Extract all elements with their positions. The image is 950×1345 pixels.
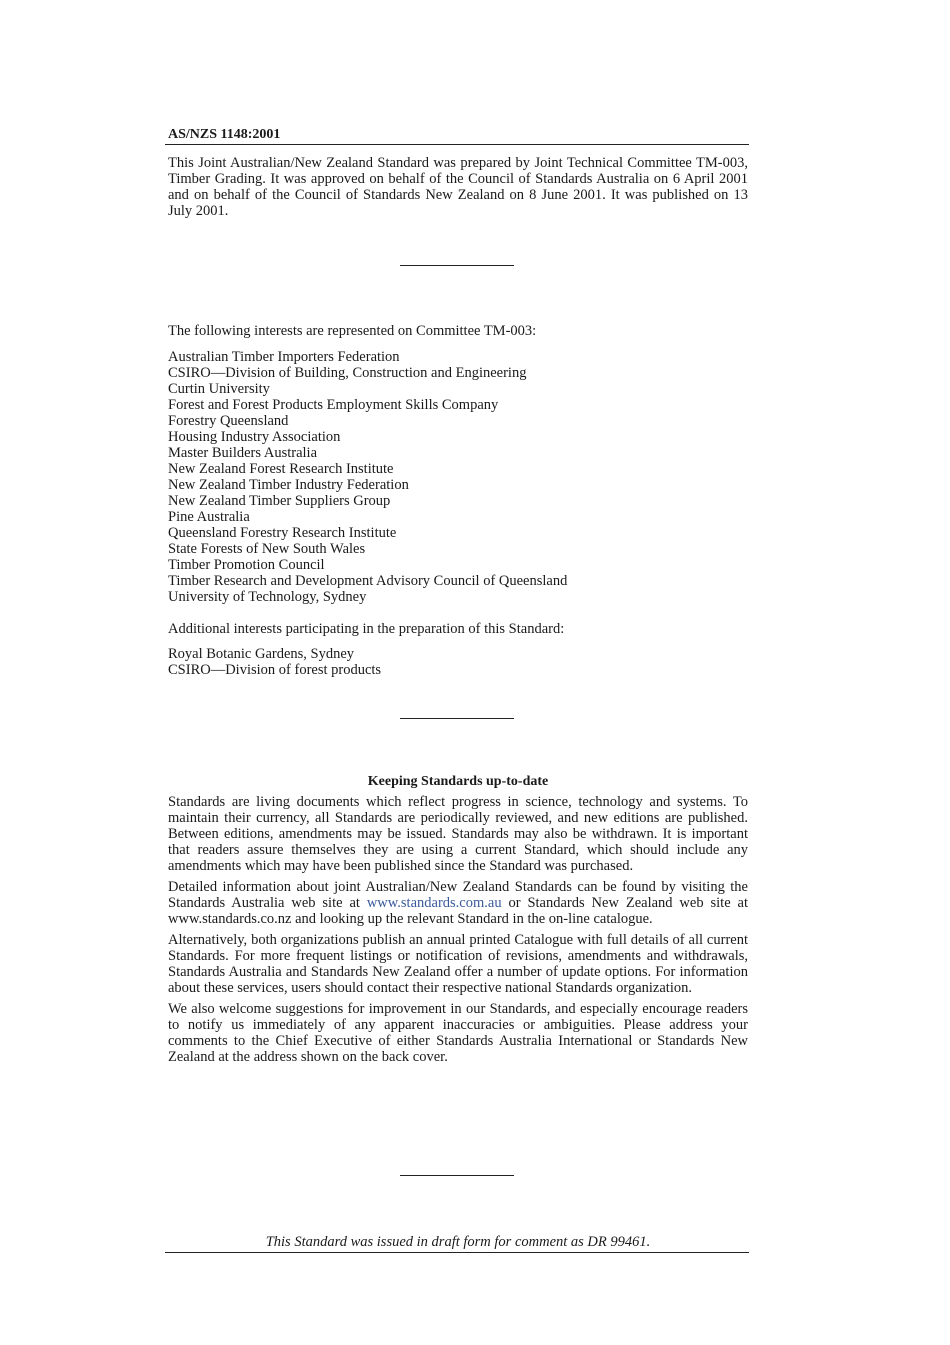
committee-section (168, 323, 748, 678)
committee-member: New Zealand Timber Industry Federation (168, 477, 409, 493)
committee-member: Master Builders Australia (168, 445, 318, 461)
draft-note: This Standard was issued in draft form for comment as DR 99461. (265, 1234, 651, 1250)
committee-member: Forestry Queensland (168, 413, 289, 429)
committee-member: Pine Australia (168, 509, 250, 525)
keeping-paragraph-3: Alternatively, both organizations publish an annual printed Catalogue with full details of all current Standards. For more frequent listings or notification of revisions, amendments and withdrawals, Standards Australia and Standards New Zealand offer a number of update options. For information about these services, users should contact their respective national Standards organization. (168, 932, 748, 996)
p2-text-before: Detailed information about joint Australian/New Zealand Standards can be found by visiting the Standards Australia web site at (168, 879, 748, 911)
committee-member: Royal Botanic Gardens, Sydney (168, 646, 355, 662)
committee-members-list (168, 349, 748, 605)
committee-member: CSIRO—Division of forest products (168, 662, 382, 678)
keeping-heading: Keeping Standards up-to-date (367, 774, 549, 789)
committee-member: Timber Promotion Council (168, 557, 325, 573)
section-divider (400, 1175, 514, 1176)
standards-australia-link[interactable]: www.standards.com.au (366, 895, 502, 911)
section-divider (400, 265, 514, 266)
keeping-paragraph-2 (168, 879, 748, 927)
header-rule (165, 144, 749, 145)
additional-interests (168, 621, 748, 678)
committee-member: New Zealand Timber Suppliers Group (168, 493, 391, 509)
committee-member: Forest and Forest Products Employment Skills Company (168, 397, 499, 413)
additional-lead: Additional interests participating in the preparation of this Standard: (168, 621, 565, 637)
committee-lead: The following interests are represented on Committee TM-003: (168, 323, 537, 339)
footer-rule (165, 1252, 749, 1253)
p2-text-after: or Standards New Zealand web site at www.standards.co.nz and looking up the relevant Standard in the on-line catalogue. (168, 895, 748, 927)
committee-member: State Forests of New South Wales (168, 541, 366, 557)
committee-member: University of Technology, Sydney (168, 589, 367, 605)
keeping-paragraph-1: Standards are living documents which reflect progress in science, technology and systems. To maintain their currency, all Standards are periodically reviewed, and new editions are published. Between editions, amendments may be issued. Standards may also be withdrawn. It is important that readers assure themselves they are using a current Standard, which should include any amendments which may have been published since the Standard was purchased. (168, 794, 748, 874)
committee-member: CSIRO—Division of Building, Construction and Engineering (168, 365, 527, 381)
committee-member: Timber Research and Development Advisory Council of Queensland (168, 573, 568, 589)
document-identifier: AS/NZS 1148:2001 (168, 127, 281, 142)
section-divider (400, 718, 514, 719)
additional-members-list (168, 646, 748, 678)
approval-paragraph: This Joint Australian/New Zealand Standard was prepared by Joint Technical Committee TM-003, Timber Grading. It was approved on behalf of the Council of Standards Australia on 6 April 2001 and on behalf of the Council of Standards New Zealand on 8 June 2001. It was published on 13 July 2001. (168, 155, 748, 219)
committee-member: New Zealand Forest Research Institute (168, 461, 394, 477)
keeping-paragraph-4: We also welcome suggestions for improvement in our Standards, and especially encourage readers to notify us immediately of any apparent inaccuracies or ambiguities. Please address your comments to the Chief Executive of either Standards Australia International or Standards New Zealand at the address shown on the back cover. (168, 1001, 748, 1065)
committee-member: Housing Industry Association (168, 429, 341, 445)
committee-member: Curtin University (168, 381, 270, 397)
committee-member: Queensland Forestry Research Institute (168, 525, 397, 541)
committee-member: Australian Timber Importers Federation (168, 349, 400, 365)
keeping-standards-section (168, 774, 748, 1070)
